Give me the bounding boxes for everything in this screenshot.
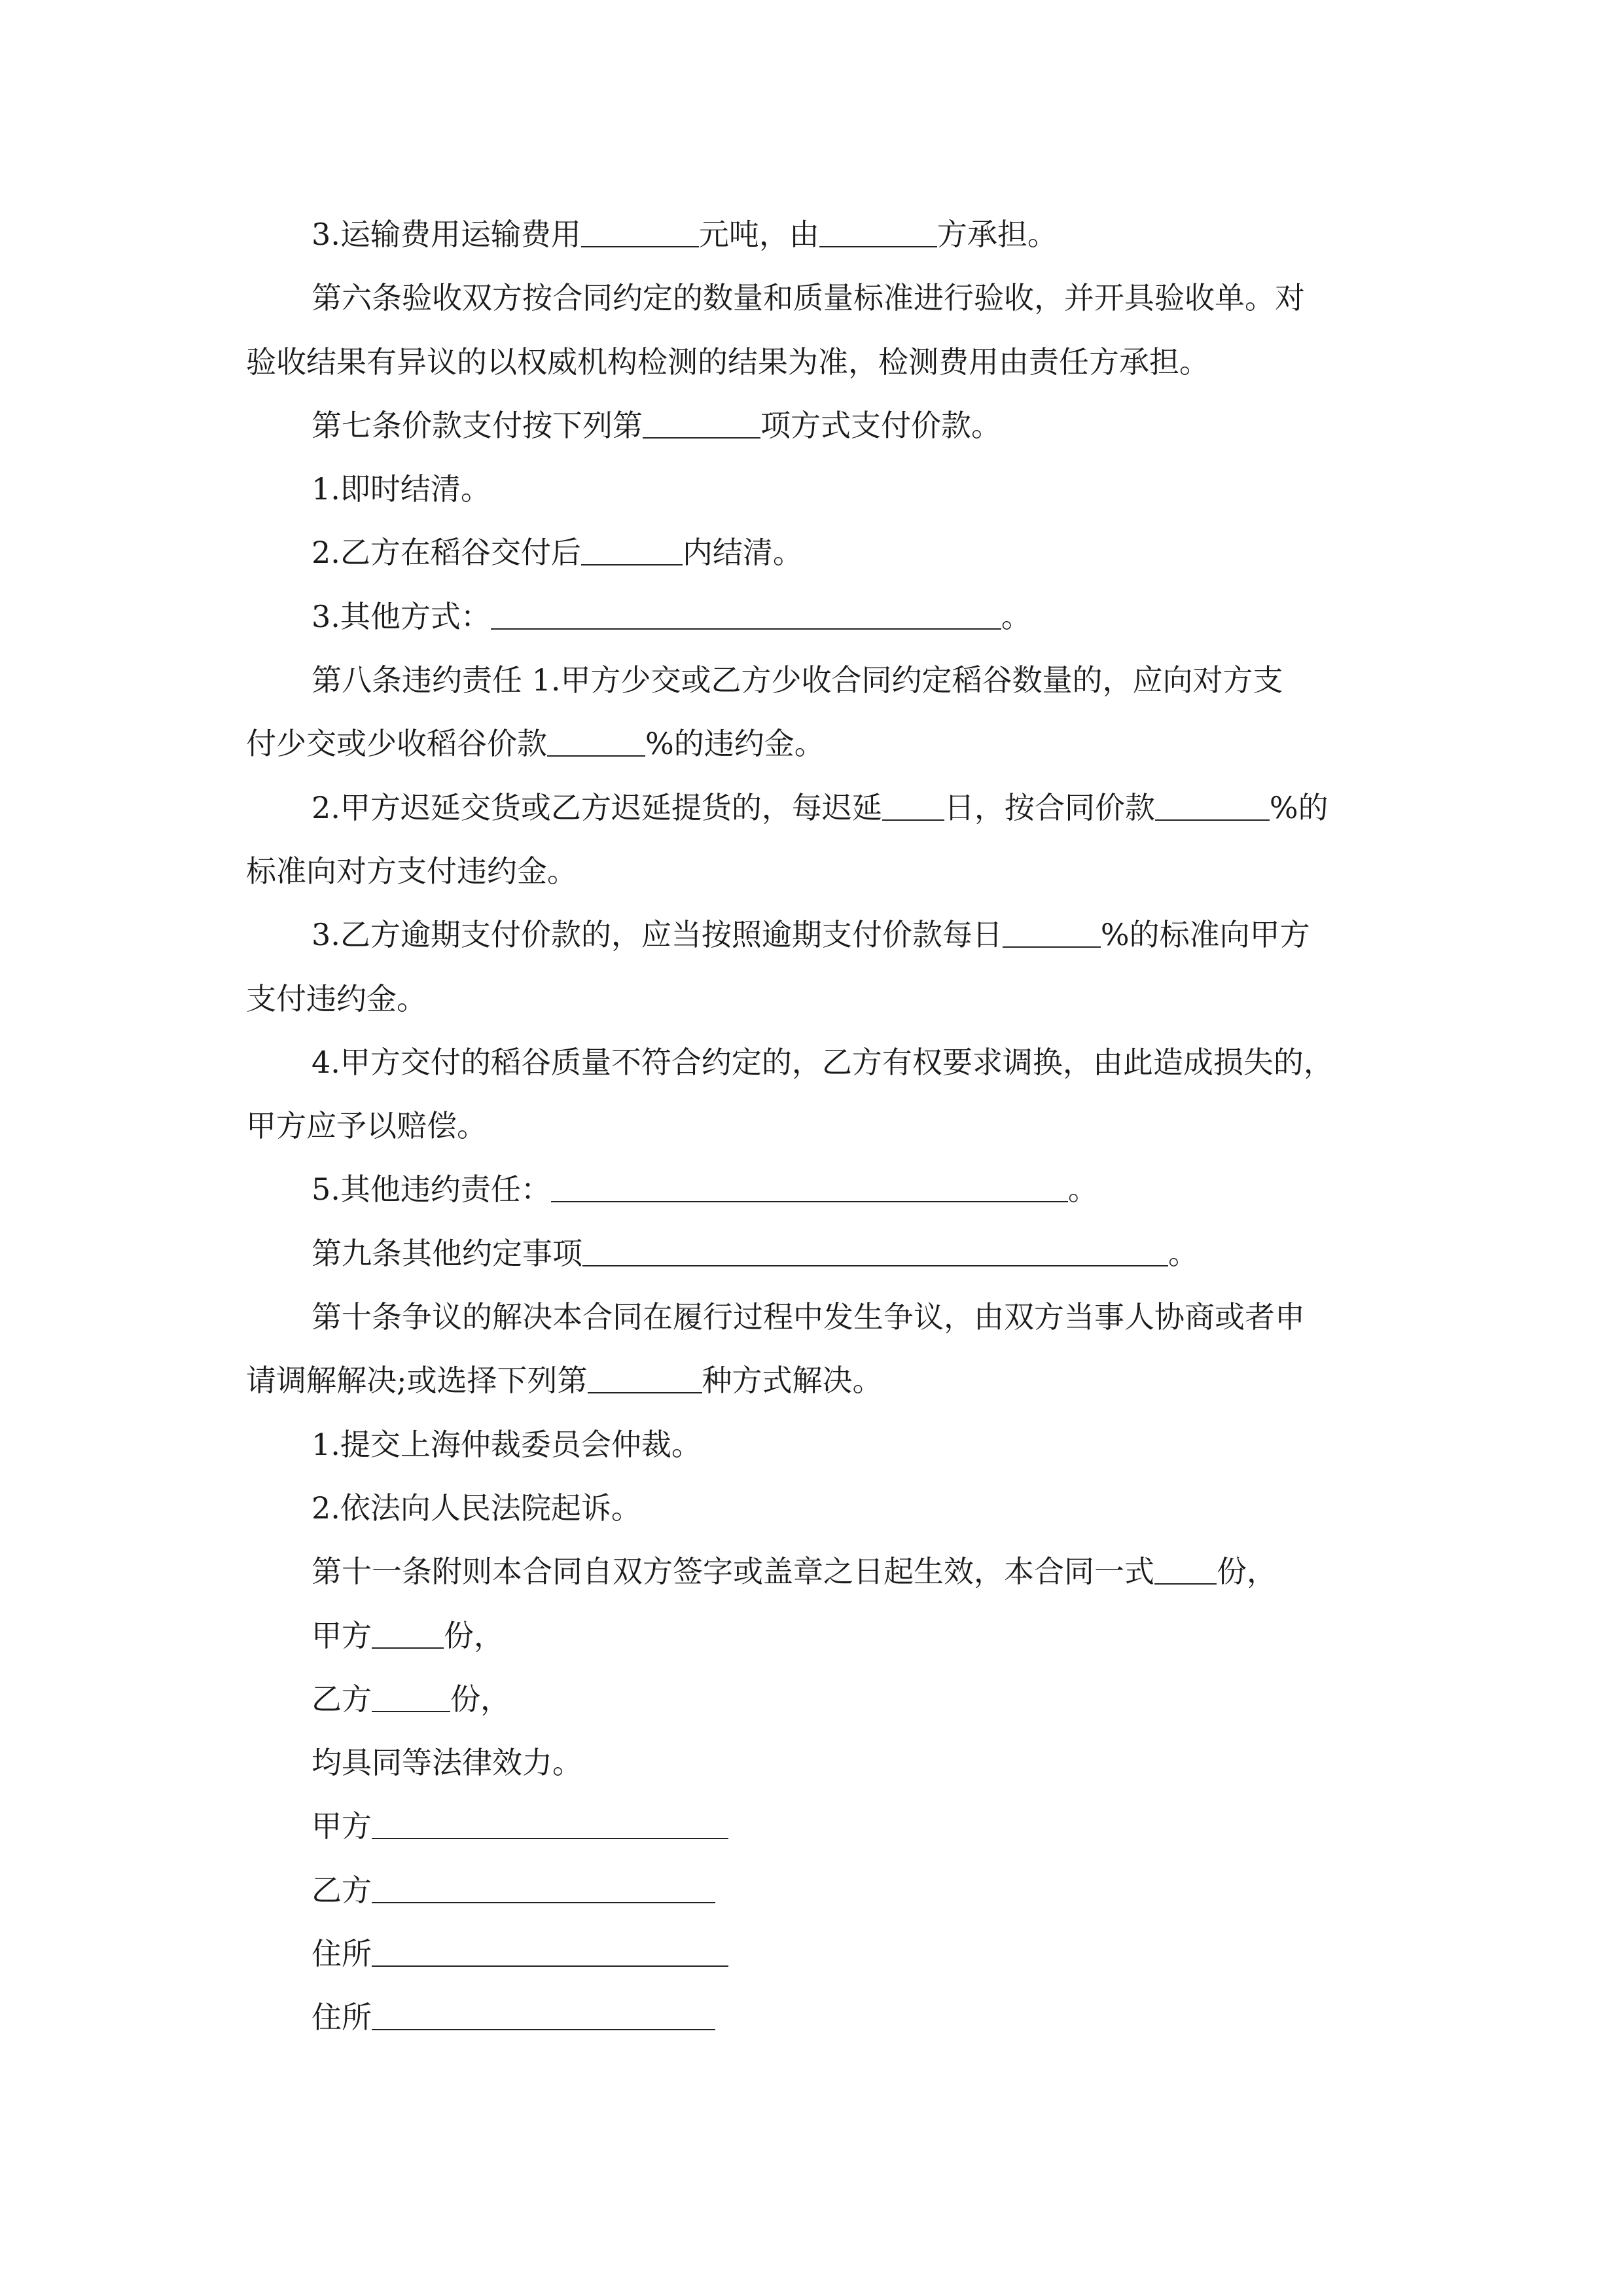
text: 份，	[444, 1617, 504, 1653]
text: 4.甲方交付的稻谷质量不符合约定的，乙方有权要求调换，由此造成损失的，	[312, 1044, 1334, 1080]
article-8-item-2-line-1	[246, 776, 1378, 840]
article-7-option-3	[246, 585, 1378, 649]
blank-field	[1154, 1583, 1217, 1585]
contract-body	[246, 203, 1378, 2050]
blank-field	[819, 245, 937, 247]
text: 5.其他违约责任：	[312, 1172, 551, 1208]
text: 3.其他方式：	[312, 598, 491, 634]
text: %的违约金。	[645, 726, 825, 762]
blank-field	[1155, 819, 1270, 821]
address-party-b	[246, 1986, 1378, 2049]
article-11-line-1	[246, 1540, 1378, 1604]
text: 第十条争议的解决本合同在履行过程中发生争议，由双方当事人协商或者申	[312, 1299, 1305, 1335]
text: 1.即时结清。	[312, 471, 491, 507]
text: 甲方	[312, 1808, 372, 1844]
text: 住所	[312, 2000, 372, 2036]
text: 第六条验收双方按合同约定的数量和质量标准进行验收，并开具验收单。对	[312, 280, 1305, 316]
text: 乙方	[312, 1872, 372, 1908]
text: 3.运输费用运输费用	[312, 217, 581, 252]
signature-party-b	[246, 1859, 1378, 1922]
article-7-option-1	[246, 457, 1378, 521]
text: 元吨，由	[698, 217, 819, 252]
blank-field	[882, 819, 944, 821]
text: %的	[1269, 789, 1329, 825]
signature-party-a	[246, 1795, 1378, 1858]
text: 2.依法向人民法院起诉。	[312, 1490, 641, 1526]
article-10-option-2	[246, 1477, 1378, 1540]
text: 日，按合同价款	[944, 789, 1155, 825]
blank-field	[588, 1391, 702, 1393]
blank-field	[547, 755, 645, 757]
party-b-copies	[246, 1668, 1378, 1731]
blank-field	[372, 2028, 715, 2030]
article-7-heading	[246, 394, 1378, 457]
text: 3.乙方逾期支付价款的，应当按照逾期支付价款每日	[312, 917, 1003, 953]
text: %的标准向甲方	[1100, 917, 1310, 953]
transport-fee-line	[246, 203, 1378, 266]
text: 甲方	[312, 1617, 372, 1653]
text: 第十一条附则本合同自双方签字或盖章之日起生效，本合同一式	[312, 1554, 1154, 1590]
article-8-line-1	[246, 649, 1378, 712]
text: 甲方应予以赔偿。	[246, 1108, 487, 1144]
blank-field	[372, 1647, 444, 1649]
text: 种方式解决。	[702, 1363, 883, 1399]
blank-field	[581, 245, 699, 247]
blank-field	[551, 1200, 1068, 1202]
text: 第九条其他约定事项	[312, 1235, 582, 1271]
text: 份，	[1217, 1554, 1277, 1590]
blank-field	[1003, 946, 1101, 948]
text: 乙方	[312, 1681, 372, 1717]
text: 。	[1168, 1235, 1198, 1271]
article-8-item-3-line-2	[246, 967, 1378, 1031]
blank-field	[491, 628, 1001, 630]
text: 第八条违约责任 1.甲方少交或乙方少收合同约定稻谷数量的，应向对方支	[312, 662, 1283, 698]
blank-field	[372, 1710, 450, 1712]
text: 住所	[312, 1936, 372, 1972]
article-8-item-5	[246, 1158, 1378, 1221]
article-8-item-4-line-2	[246, 1094, 1378, 1158]
text: 项方式支付价款。	[760, 407, 1001, 443]
article-10-option-1	[246, 1413, 1378, 1477]
text: 。	[1067, 1172, 1098, 1208]
text: 1.提交上海仲裁委员会仲裁。	[312, 1426, 702, 1462]
text: 付少交或少收稻谷价款	[246, 726, 547, 762]
article-8-item-3-line-1	[246, 903, 1378, 967]
text: 请调解解决;或选择下列第	[246, 1363, 588, 1399]
address-party-a	[246, 1922, 1378, 1986]
article-10-line-2	[246, 1349, 1378, 1412]
text: 。	[1001, 598, 1031, 634]
text: 方承担。	[936, 217, 1058, 252]
equal-validity-line	[246, 1731, 1378, 1795]
article-9	[246, 1222, 1378, 1285]
text: 份，	[450, 1681, 510, 1717]
party-a-copies	[246, 1604, 1378, 1668]
blank-field	[372, 1837, 728, 1839]
blank-field	[643, 437, 760, 439]
article-7-option-2	[246, 521, 1378, 584]
blank-field	[372, 1901, 715, 1903]
text: 2.乙方在稻谷交付后	[312, 535, 581, 571]
article-6-line-2	[246, 331, 1378, 394]
article-6-line-1	[246, 266, 1378, 330]
article-8-line-2	[246, 712, 1378, 776]
text: 标准向对方支付违约金。	[246, 853, 577, 889]
text: 均具同等法律效力。	[312, 1745, 582, 1781]
text: 内结清。	[682, 535, 803, 571]
article-8-item-2-line-2	[246, 840, 1378, 903]
text: 支付违约金。	[246, 980, 427, 1016]
article-10-line-1	[246, 1285, 1378, 1349]
blank-field	[581, 564, 683, 565]
text: 验收结果有异议的以权威机构检测的结果为准，检测费用由责任方承担。	[246, 344, 1209, 380]
blank-field	[372, 1965, 728, 1967]
blank-field	[582, 1265, 1168, 1266]
text: 第七条价款支付按下列第	[312, 407, 643, 443]
text: 2.甲方迟延交货或乙方迟延提货的，每迟延	[312, 789, 882, 825]
article-8-item-4-line-1	[246, 1031, 1378, 1094]
